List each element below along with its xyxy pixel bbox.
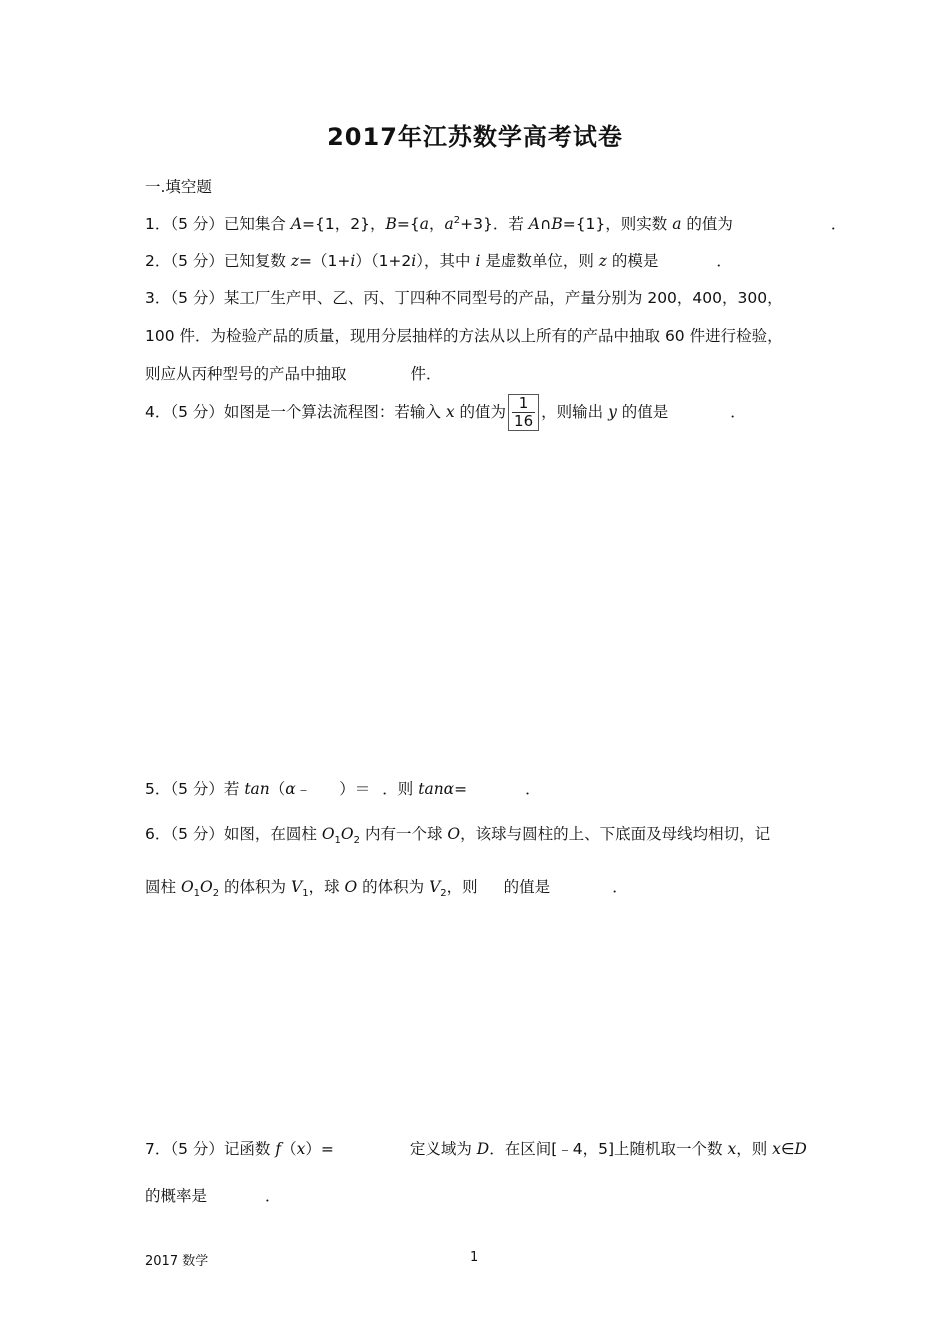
question-1: 1．（5 分）已知集合 A={1，2}，B={a，$a^2+3$}．若 A∩B={1}，则实数 a 的值为 ． [145,215,847,233]
section-heading: 一.填空题 [145,178,212,196]
question-3-line-3: 则应从丙种型号的产品中抽取 件． [145,365,442,383]
question-3-line-2: 100 件．为检验产品的质量，现用分层抽样的方法从以上所有的产品中抽取 60 件进行检验， [145,327,783,345]
question-6-line-2: 圆柱 $O_1O_2$ 的体积为 $V_1$，球 O 的体积为 $V_2$，则 的值是 ． [145,878,628,899]
question-3-line-1: 3．（5 分）某工厂生产甲、乙、丙、丁四种不同型号的产品，产量分别为 200，400，300， [145,289,783,307]
page-number: 1 [470,1250,479,1265]
question-7-line-1: 7．（5 分）记函数 f（x）= 定义域为 D．在区间[﹣4，5]上随机取一个数 x，则 x∈D [145,1140,807,1158]
question-6-line-1: 6．（5 分）如图，在圆柱 $O_1O_2$ 内有一个球 O，该球与圆柱的上、下底面及母线均相切，记 [145,825,771,846]
question-4: 4．（5 分）如图是一个算法流程图：若输入 x 的值为 $\frac{1}{16}$ ，则输出 y 的值是 ． [145,394,746,430]
page-title: 2017年江苏数学高考试卷 [327,123,623,151]
question-5: 5．（5 分）若 tan（α﹣ ）＝ ．则 tanα= ． [145,780,541,798]
fraction-one-sixteenth: $\frac{1}{16}$ [508,394,539,431]
question-2: 2．（5 分）已知复数 z=（1+i）（1+2i），其中 i 是虚数单位，则 z 的模是 ． [145,252,732,270]
footer-label: 2017 数学 [145,1254,209,1269]
question-7-line-2: 的概率是 ． [145,1187,281,1205]
